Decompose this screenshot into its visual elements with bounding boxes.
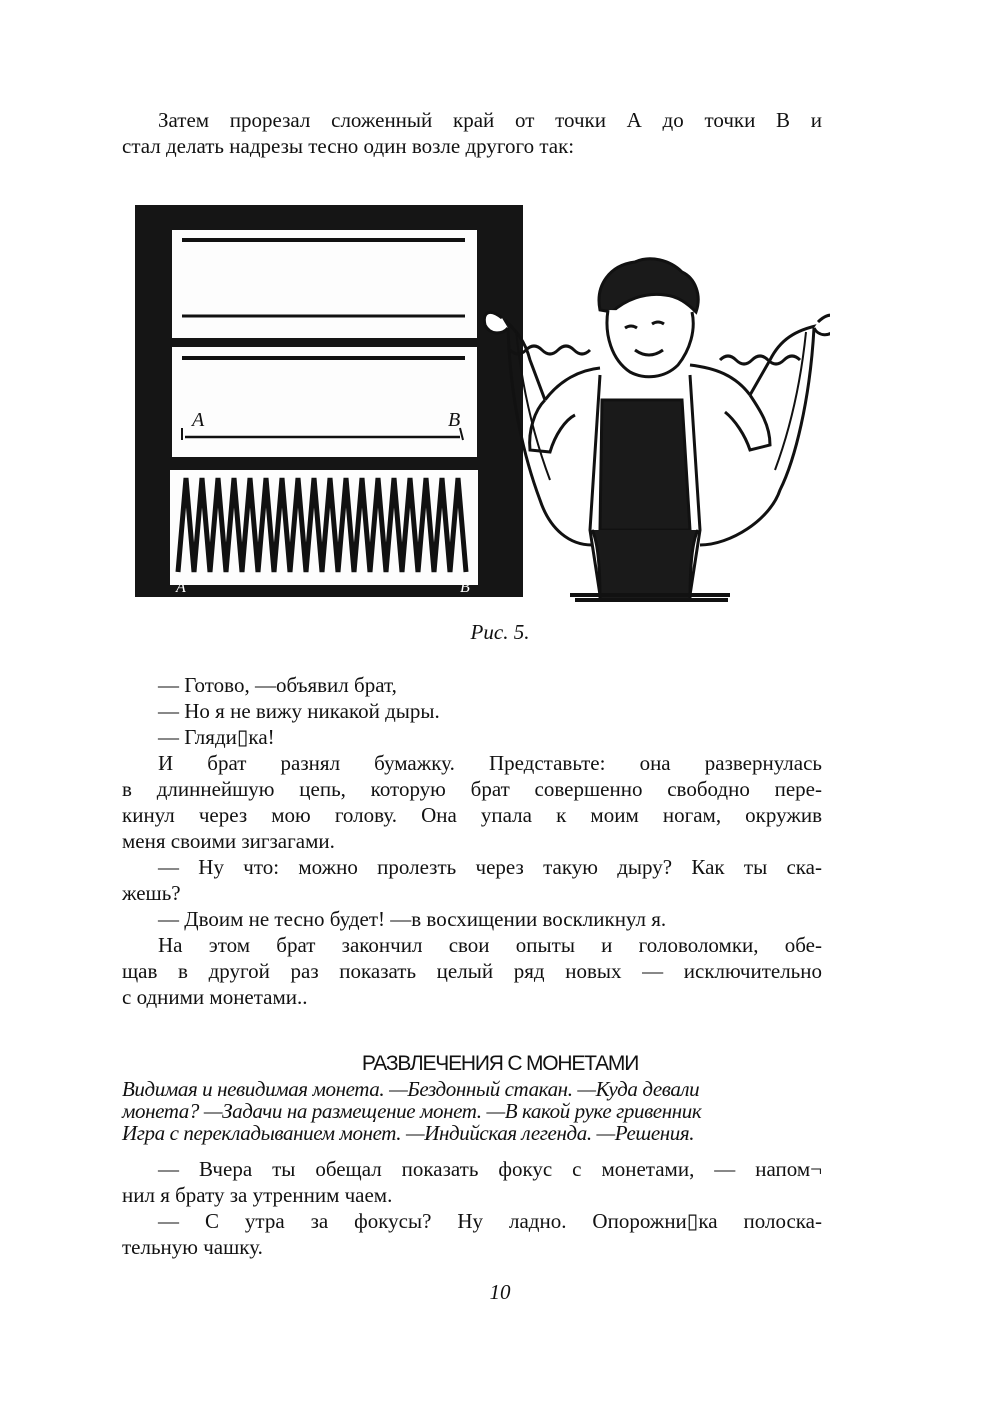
figure-caption: Рис. 5. <box>470 620 530 644</box>
text-line: щав в другой раз показать целый ряд новых — исключительно <box>122 959 822 983</box>
text-line: — Ну что: можно пролезть через такую дыру? Как ты ска- <box>158 855 822 879</box>
folded-strip-middle <box>172 347 477 457</box>
section-heading: РАЗВЛЕЧЕНИЯ С МОНЕТАМИ <box>361 1052 639 1075</box>
label-a-bottom: A <box>176 579 186 596</box>
folded-strip-top <box>172 230 477 338</box>
text-line: в длиннейшую цепь, которую брат совершенно свободно пере- <box>122 777 822 801</box>
text-line: Затем прорезал сложенный край от точки А до точки В и <box>158 108 822 132</box>
section-summary <box>122 1078 892 1144</box>
text-line: — Вчера ты обещал показать фокус с монетами, — напом¬ <box>158 1157 822 1181</box>
text-line: На этом брат закончил свои опыты и головоломки, обе- <box>158 933 822 957</box>
text-line: стал делать надрезы тесно один возле другого так: <box>122 134 575 158</box>
section-paragraphs <box>122 1156 822 1260</box>
text-line: меня своими зигзагами. <box>122 829 335 853</box>
text-line: — Готово, —объявил брат, <box>158 673 397 697</box>
label-b: В <box>448 409 461 431</box>
dialog-paragraphs <box>122 672 822 1010</box>
text-line: — Гляди▯ка! <box>158 725 275 749</box>
boy-figure <box>484 259 830 600</box>
summary-line: монета? —Задачи на размещение монет. —В какой руке гривенник <box>122 1099 702 1123</box>
intro-paragraph <box>122 107 822 159</box>
text-line: нил я брату за утренним чаем. <box>122 1183 393 1207</box>
text-line: И брат разнял бумажку. Представьте: она развернулась <box>158 751 822 775</box>
summary-line: Видимая и невидимая монета. —Бездонный стакан. —Куда девали <box>122 1077 700 1101</box>
text-line: жешь? <box>122 881 181 905</box>
figure-illustration <box>130 200 830 605</box>
paper-cut-drawing <box>130 200 830 605</box>
label-b-bottom: B <box>460 579 470 596</box>
text-line: с одними монетами.. <box>122 985 308 1009</box>
text-line: — Но я не вижу никакой дыры. <box>158 699 440 723</box>
text-line: тельную чашку. <box>122 1235 263 1259</box>
page-number: 10 <box>489 1280 511 1304</box>
text-line: — С утра за фокусы? Ну ладно. Опорожни▯ка полоска- <box>158 1209 822 1233</box>
text-line: — Двоим не тесно будет! —в восхищении воскликнул я. <box>158 907 667 931</box>
summary-line: Игра с перекладыванием монет. —Индийская легенда. —Решения. <box>122 1121 695 1145</box>
label-a: А <box>192 409 205 431</box>
text-line: кинул через мою голову. Она упала к моим ногам, окружив <box>122 803 822 827</box>
